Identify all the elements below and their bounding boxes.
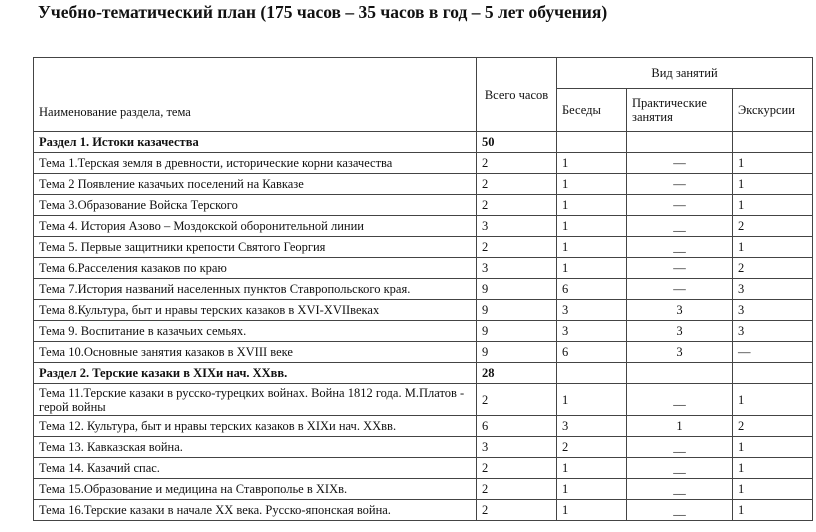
- cell-practical: __: [627, 237, 733, 258]
- cell-practical: __: [627, 437, 733, 458]
- section-row: [34, 132, 813, 153]
- cell-besedy: 3: [557, 416, 627, 437]
- cell-besedy: 1: [557, 195, 627, 216]
- cell-name: Тема 14. Казачий спас.: [34, 458, 477, 479]
- header-row: [34, 58, 813, 89]
- cell-practical: —: [627, 279, 733, 300]
- cell-besedy: 3: [557, 321, 627, 342]
- cell-total: 2: [477, 458, 557, 479]
- page-title: Учебно-тематический план (175 часов – 35 часов в год – 5 лет обучения): [38, 2, 608, 22]
- cell-name: Тема 8.Культура, быт и нравы терских казаков в XVI-XVIIвеках: [34, 300, 477, 321]
- cell-total: 2: [477, 237, 557, 258]
- table-row: [34, 384, 813, 416]
- cell-excursions: 3: [733, 279, 813, 300]
- cell-practical: __: [627, 479, 733, 500]
- table-row: [34, 153, 813, 174]
- cell-excursions: 1: [733, 174, 813, 195]
- table-row: [34, 458, 813, 479]
- cell-practical: [627, 132, 733, 153]
- cell-practical: —: [627, 195, 733, 216]
- cell-total: 2: [477, 500, 557, 521]
- cell-practical: —: [627, 258, 733, 279]
- cell-excursions: 1: [733, 500, 813, 521]
- cell-excursions: —: [733, 342, 813, 363]
- table-row: [34, 416, 813, 437]
- table-row: [34, 500, 813, 521]
- table-row: [34, 216, 813, 237]
- cell-excursions: 1: [733, 153, 813, 174]
- cell-total: 2: [477, 479, 557, 500]
- header-practical: Практические занятия: [627, 89, 733, 132]
- table-row: [34, 279, 813, 300]
- cell-practical: —: [627, 153, 733, 174]
- cell-name: Тема 5. Первые защитники крепости Святого Георгия: [34, 237, 477, 258]
- cell-besedy: [557, 363, 627, 384]
- cell-practical: 3: [627, 342, 733, 363]
- cell-besedy: [557, 132, 627, 153]
- cell-practical: 3: [627, 321, 733, 342]
- cell-name: Тема 10.Основные занятия казаков в XVIII веке: [34, 342, 477, 363]
- cell-excursions: 1: [733, 195, 813, 216]
- cell-besedy: 2: [557, 437, 627, 458]
- cell-name: Тема 11.Терские казаки в русско-турецких войнах. Война 1812 года. М.Платов - герой войны: [34, 384, 477, 416]
- cell-practical: 1: [627, 416, 733, 437]
- cell-total: 9: [477, 279, 557, 300]
- cell-total: 2: [477, 174, 557, 195]
- cell-excursions: 3: [733, 321, 813, 342]
- cell-total: 2: [477, 384, 557, 416]
- cell-total: 9: [477, 321, 557, 342]
- cell-practical: __: [627, 216, 733, 237]
- table-row: [34, 300, 813, 321]
- section-row: [34, 363, 813, 384]
- cell-name: Тема 16.Терские казаки в начале XX века. Русско-японская война.: [34, 500, 477, 521]
- cell-total: 28: [477, 363, 557, 384]
- cell-excursions: 3: [733, 300, 813, 321]
- table-row: [34, 437, 813, 458]
- cell-excursions: 1: [733, 237, 813, 258]
- cell-total: 50: [477, 132, 557, 153]
- table-row: [34, 479, 813, 500]
- cell-excursions: 1: [733, 479, 813, 500]
- cell-excursions: 1: [733, 437, 813, 458]
- cell-name: Тема 7.История названий населенных пунктов Ставропольского края.: [34, 279, 477, 300]
- cell-total: 3: [477, 437, 557, 458]
- cell-excursions: 1: [733, 384, 813, 416]
- cell-besedy: 6: [557, 279, 627, 300]
- cell-besedy: 1: [557, 458, 627, 479]
- cell-total: 9: [477, 342, 557, 363]
- cell-besedy: 6: [557, 342, 627, 363]
- cell-practical: 3: [627, 300, 733, 321]
- cell-besedy: 1: [557, 479, 627, 500]
- curriculum-table: [33, 57, 813, 521]
- cell-besedy: 1: [557, 153, 627, 174]
- cell-total: 6: [477, 416, 557, 437]
- cell-practical: __: [627, 458, 733, 479]
- table-row: [34, 174, 813, 195]
- cell-besedy: 1: [557, 237, 627, 258]
- header-name: Наименование раздела, тема: [34, 58, 477, 132]
- cell-practical: —: [627, 174, 733, 195]
- cell-excursions: [733, 132, 813, 153]
- header-excursions: Экскурсии: [733, 89, 813, 132]
- header-vid: Вид занятий: [557, 58, 813, 89]
- cell-besedy: 3: [557, 300, 627, 321]
- cell-excursions: 2: [733, 216, 813, 237]
- cell-practical: [627, 363, 733, 384]
- cell-name: Тема 12. Культура, быт и нравы терских казаков в XIXи нач. XXвв.: [34, 416, 477, 437]
- cell-name: Тема 4. История Азово – Моздокской оборонительной линии: [34, 216, 477, 237]
- header-besedy: Беседы: [557, 89, 627, 132]
- table-row: [34, 195, 813, 216]
- cell-name: Тема 3.Образование Войска Терского: [34, 195, 477, 216]
- cell-excursions: 1: [733, 458, 813, 479]
- cell-total: 9: [477, 300, 557, 321]
- cell-total: 2: [477, 153, 557, 174]
- cell-name: Тема 15.Образование и медицина на Ставрополье в XIXв.: [34, 479, 477, 500]
- cell-besedy: 1: [557, 500, 627, 521]
- header-total: Всего часов: [477, 58, 557, 132]
- cell-practical: __: [627, 500, 733, 521]
- cell-excursions: 2: [733, 258, 813, 279]
- cell-excursions: [733, 363, 813, 384]
- cell-name: Тема 6.Расселения казаков по краю: [34, 258, 477, 279]
- cell-name: Тема 2 Появление казачьих поселений на Кавказе: [34, 174, 477, 195]
- cell-name: Тема 1.Терская земля в древности, исторические корни казачества: [34, 153, 477, 174]
- cell-total: 2: [477, 195, 557, 216]
- cell-total: 3: [477, 216, 557, 237]
- cell-besedy: 1: [557, 174, 627, 195]
- table-row: [34, 342, 813, 363]
- table-row: [34, 258, 813, 279]
- cell-name: Раздел 2. Терские казаки в XIXи нач. XXвв.: [34, 363, 477, 384]
- cell-excursions: 2: [733, 416, 813, 437]
- cell-besedy: 1: [557, 384, 627, 416]
- cell-besedy: 1: [557, 258, 627, 279]
- cell-practical: __: [627, 384, 733, 416]
- cell-total: 3: [477, 258, 557, 279]
- cell-besedy: 1: [557, 216, 627, 237]
- cell-name: Тема 13. Кавказская война.: [34, 437, 477, 458]
- cell-name: Раздел 1. Истоки казачества: [34, 132, 477, 153]
- table-row: [34, 321, 813, 342]
- table-row: [34, 237, 813, 258]
- cell-name: Тема 9. Воспитание в казачьих семьях.: [34, 321, 477, 342]
